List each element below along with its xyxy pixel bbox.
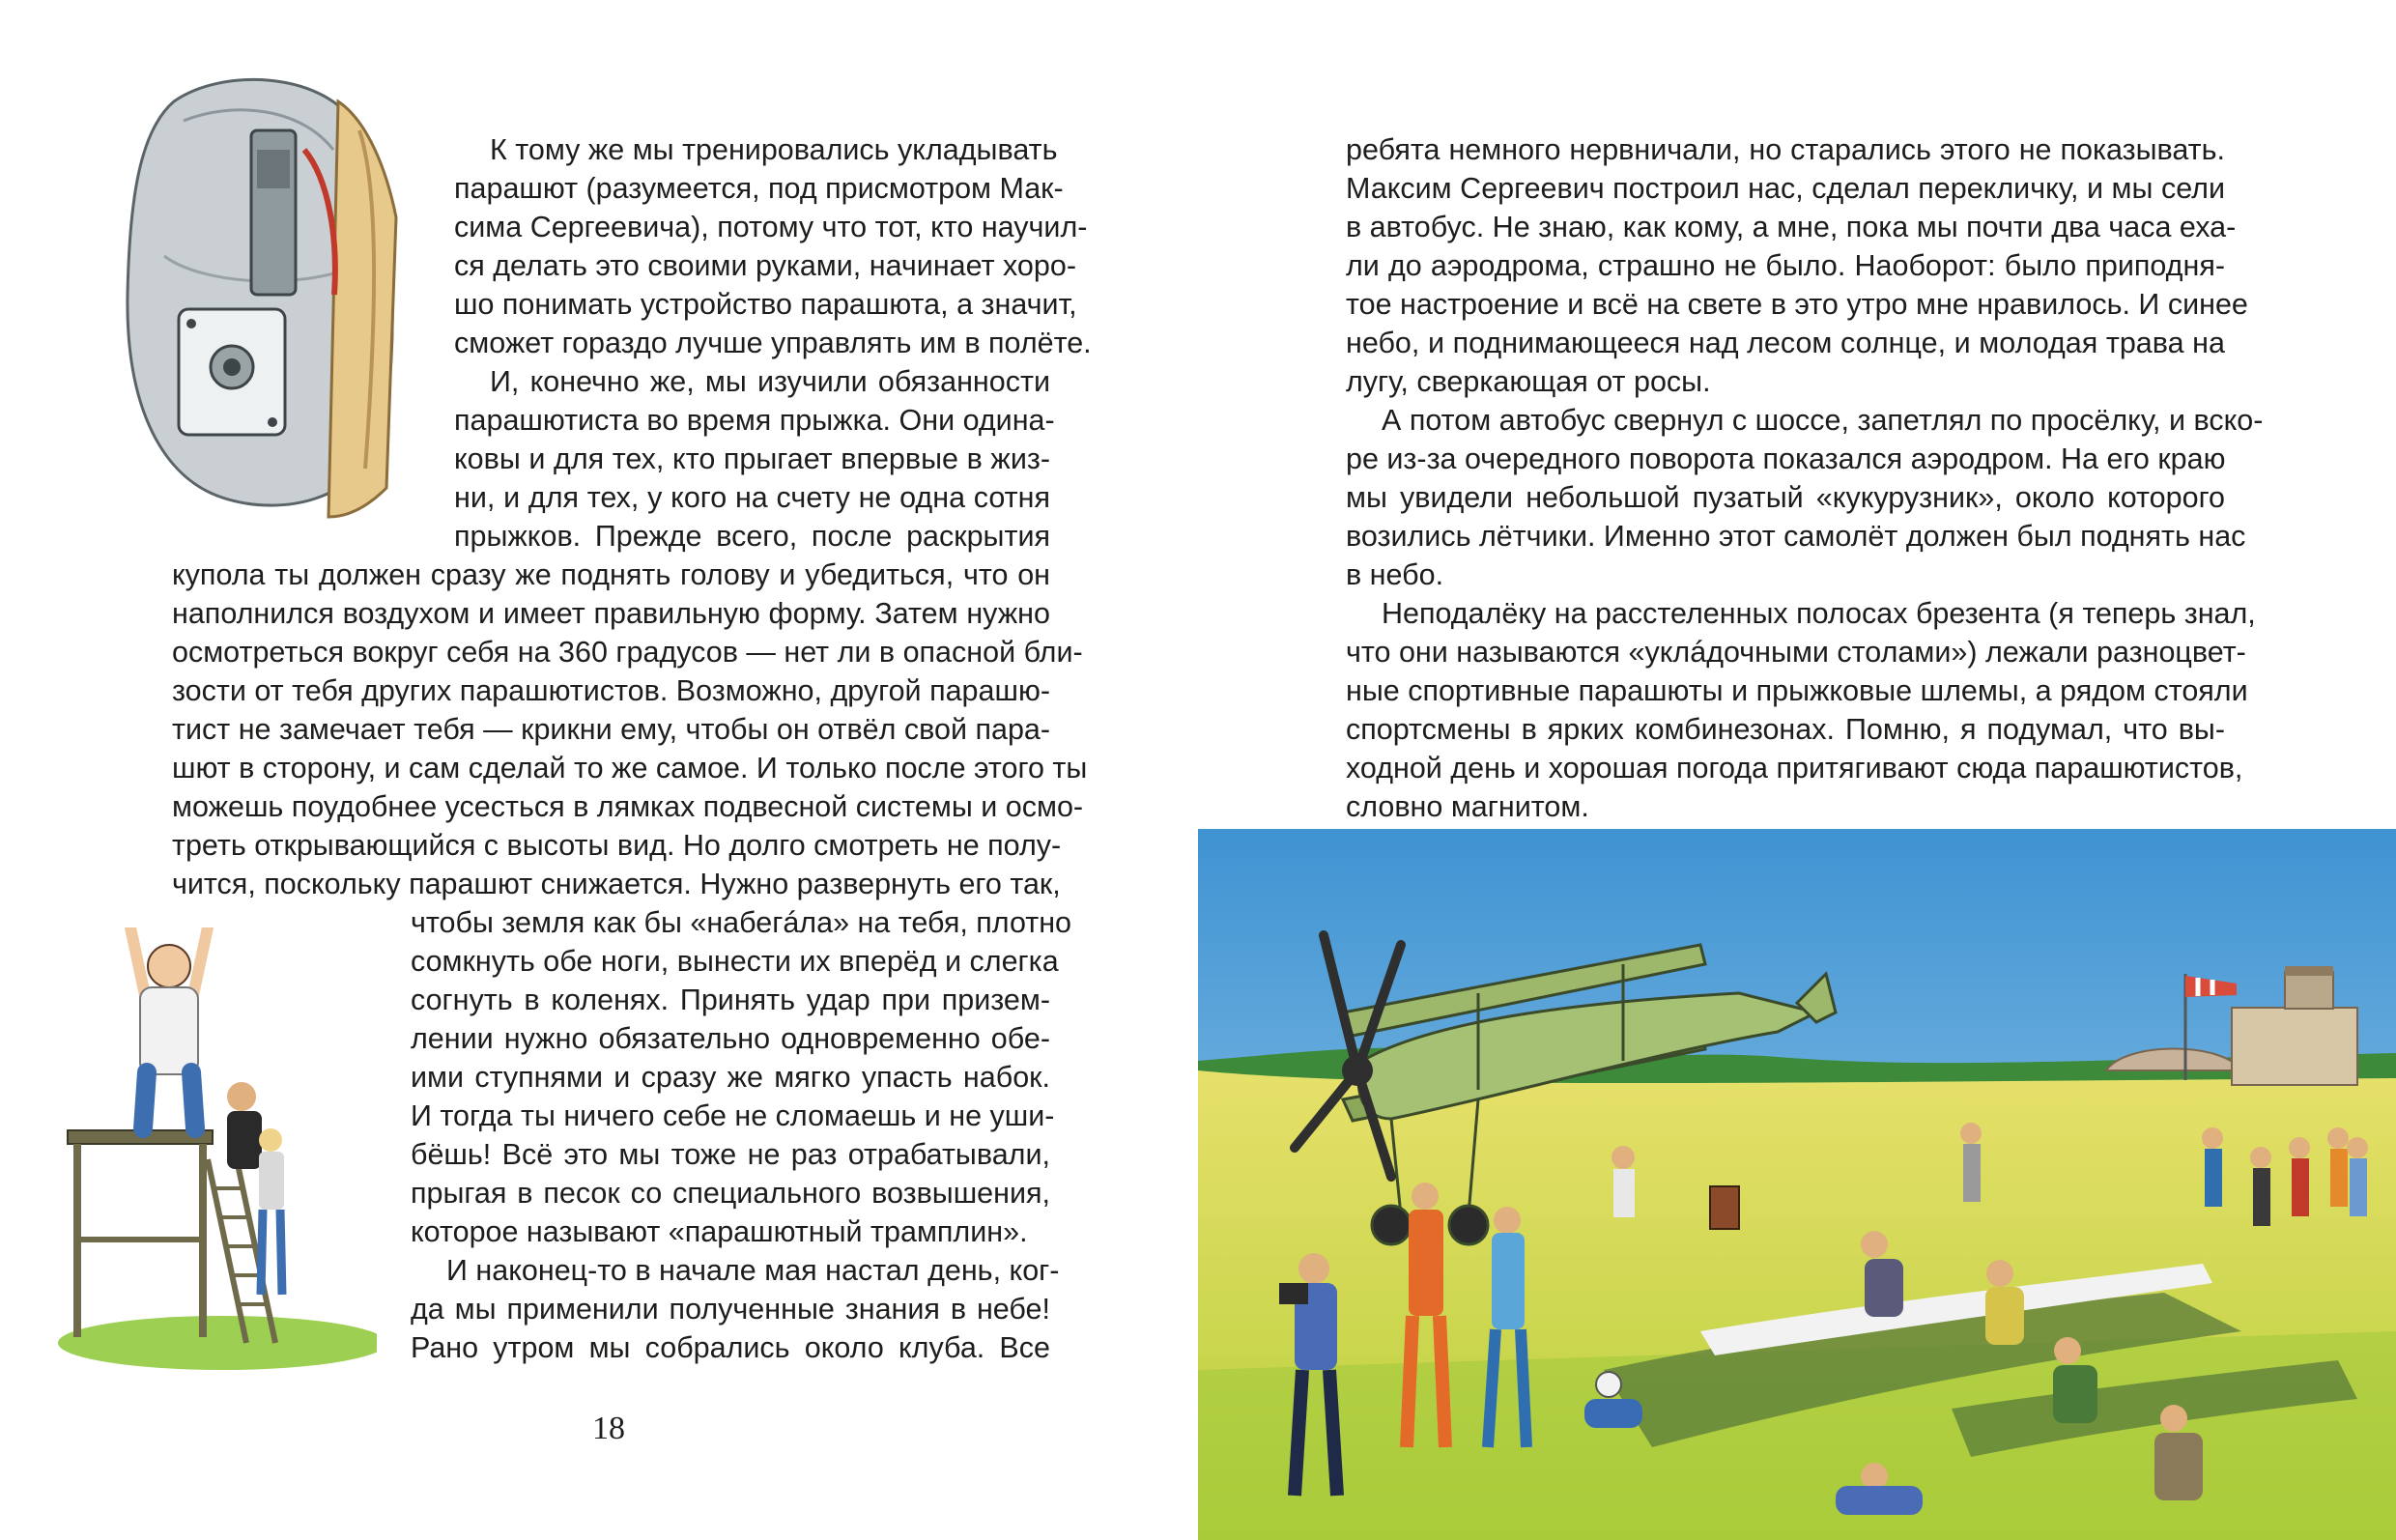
text-line: небо, и поднимающееся над лесом солнце, и молодая трава на — [1346, 327, 2225, 359]
text-line: купола ты должен сразу же поднять голову и убедиться, что он — [172, 558, 1050, 591]
text-line: И тогда ты ничего себе не сломаешь и не уши- — [411, 1099, 1055, 1132]
text-line: И, конечно же, мы изучили обязанности — [490, 365, 1050, 398]
text-line: ни, и для тех, у кого на счету не одна сотня — [454, 481, 1050, 514]
text-line: словно магнитом. — [1346, 790, 1589, 823]
text-line: Рано утром мы собрались около клуба. Все — [411, 1331, 1050, 1364]
text-line: шют в сторону, и сам сделай то же самое. И только после этого ты — [172, 752, 1088, 784]
text-line: возились лётчики. Именно этот самолёт должен был поднять нас — [1346, 520, 2246, 553]
text-line: К тому же мы тренировались укладывать — [490, 133, 1058, 166]
parachute-pack-illustration — [106, 63, 425, 536]
text-line: лугу, сверкающая от росы. — [1346, 365, 1711, 398]
text-line: мы увидели небольшой пузатый «кукурузник», около которого — [1346, 481, 2225, 514]
text-line: парашют (разумеется, под присмотром Мак- — [454, 172, 1064, 205]
text-line: Неподалёку на расстеленных полосах брезента (я теперь знал, — [1382, 597, 2256, 630]
text-line: шо понимать устройство парашюта, а значит, — [454, 288, 1077, 321]
text-line: лении нужно обязательно одновременно обе- — [411, 1022, 1050, 1055]
text-line: чится, поскольку парашют снижается. Нужно развернуть его так, — [172, 868, 1061, 900]
trampoline-jump-illustration — [39, 927, 377, 1382]
text-line: в небо. — [1346, 558, 1444, 591]
text-line: ли до аэродрома, страшно не было. Наоборот: было приподня- — [1346, 249, 2225, 282]
text-line: ные спортивные парашюты и прыжковые шлемы, а рядом стояли — [1346, 674, 2248, 707]
text-line: сможет гораздо лучше управлять им в полёте. — [454, 327, 1092, 359]
text-line: которое называют «парашютный трамплин». — [411, 1215, 1028, 1248]
text-line: наполнился воздухом и имеет правильную форму. Затем нужно — [172, 597, 1050, 630]
airfield-scene-illustration — [1198, 829, 2396, 1540]
text-line: сима Сергеевича), потому что тот, кто научил- — [454, 211, 1088, 243]
text-line: И наконец-то в начале мая настал день, ког- — [446, 1254, 1060, 1287]
text-line: спортсмены в ярких комбинезонах. Помню, я подумал, что вы- — [1346, 713, 2225, 746]
text-line: согнуть в коленях. Принять удар при призем- — [411, 984, 1050, 1016]
text-line: осмотреться вокруг себя на 360 градусов — нет ли в опасной бли- — [172, 636, 1083, 669]
text-line: тист не замечает тебя — крикни ему, чтобы он отвёл свой пара- — [172, 713, 1051, 746]
page-number: 18 — [592, 1411, 625, 1446]
text-line: парашютиста во время прыжка. Они одина- — [454, 404, 1055, 437]
text-line: ходной день и хорошая погода притягивают сюда парашютистов, — [1346, 752, 2243, 784]
text-line: прыжков. Прежде всего, после раскрытия — [454, 520, 1050, 553]
text-line: бёшь! Всё это мы тоже не раз отрабатывали, — [411, 1138, 1050, 1171]
text-line: ребята немного нервничали, но старались этого не показывать. — [1346, 133, 2225, 166]
text-line: в автобус. Не знаю, как кому, а мне, пока мы почти два часа еха- — [1346, 211, 2237, 243]
text-line: сомкнуть обе ноги, вынести их вперёд и слегка — [411, 945, 1059, 978]
text-line: А потом автобус свернул с шоссе, запетлял по просёлку, и вско- — [1382, 404, 2264, 437]
text-line: Максим Сергеевич построил нас, сделал перекличку, и мы сели — [1346, 172, 2225, 205]
text-line: ся делать это своими руками, начинает хоро- — [454, 249, 1076, 282]
text-line: ре из-за очередного поворота показался аэродром. На его краю — [1346, 442, 2226, 475]
text-line: ковы и для тех, кто прыгает впервые в жиз- — [454, 442, 1050, 475]
text-line: чтобы земля как бы «набегáла» на тебя, плотно — [411, 906, 1072, 939]
text-line: что они называются «уклáдочными столами») лежали разноцвет- — [1346, 636, 2246, 669]
right-page — [1198, 0, 2396, 1540]
text-line: можешь поудобнее усесться в лямках подвесной системы и осмо- — [172, 790, 1084, 823]
text-line: да мы применили полученные знания в небе! — [411, 1293, 1050, 1326]
text-line: ими ступнями и сразу же мягко упасть набок. — [411, 1061, 1050, 1094]
text-line: тое настроение и всё на свете в это утро мне нравилось. И синее — [1346, 288, 2248, 321]
text-line: прыгая в песок со специального возвышения, — [411, 1177, 1050, 1210]
text-line: зости от тебя других парашютистов. Возможно, другой парашю- — [172, 674, 1050, 707]
text-line: треть открывающийся с высоты вид. Но долго смотреть не полу- — [172, 829, 1062, 862]
